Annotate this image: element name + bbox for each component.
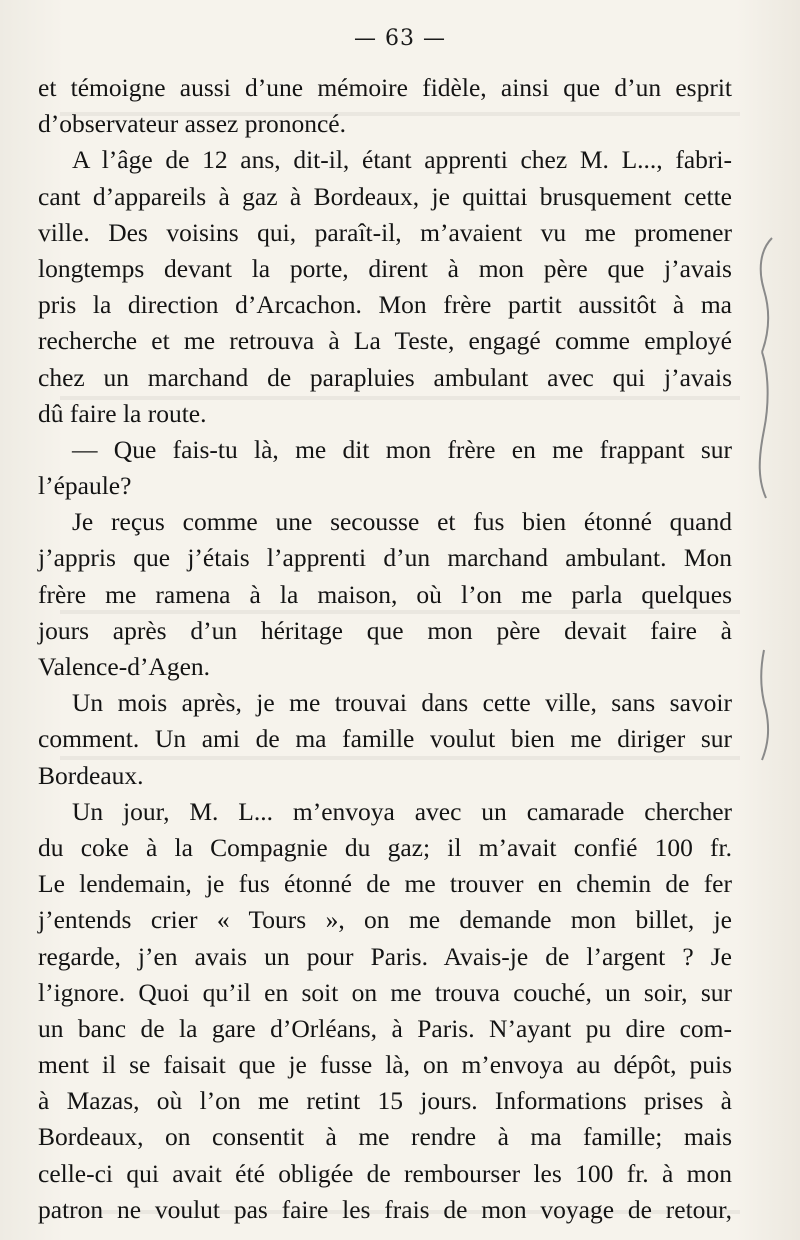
text-line: regarde, j’en avais un pour Paris. Avais-je de l’argent ? Je — [38, 941, 732, 971]
text-line: j’appris que j’étais l’apprenti d’un marchand ambulant. Mon — [38, 543, 732, 573]
text-line: Je reçus comme une secousse et fus bien étonné quand — [72, 507, 732, 537]
text-line: Le lendemain, je fus étonné de me trouver en chemin de fer — [38, 869, 732, 899]
text-line: Un mois après, je me trouvai dans cette ville, sans savoir — [72, 688, 732, 718]
text-line: l’épaule? — [38, 471, 132, 501]
text-line: Bordeaux. — [38, 760, 144, 790]
text-line: celle-ci qui avait été obligée de rembourser les 100 fr. à mon — [38, 1158, 732, 1188]
text-line: du coke à la Compagnie du gaz; il m’avait confié 100 fr. — [38, 832, 732, 862]
text-line: l’ignore. Quoi qu’il en soit on me trouva couché, un soir, sur — [38, 977, 732, 1007]
text-line: Valence-d’Agen. — [38, 652, 211, 681]
text-line: ment il se faisait que je fusse là, on m’envoya au dépôt, puis — [38, 1050, 732, 1080]
pencil-margin-brackets — [740, 230, 800, 770]
text-line: patron ne voulut pas faire les frais de mon voyage de retour, — [38, 1194, 732, 1224]
text-line: un banc de la gare d’Orléans, à Paris. N’ayant pu dire com- — [38, 1013, 732, 1043]
text-line: et témoigne aussi d’une mémoire fidèle, ainsi que d’un esprit — [38, 73, 732, 102]
text-line: Un jour, M. L... m’envoya avec un camarade chercher — [72, 796, 732, 826]
text-line: A l’âge de 12 ans, dit-il, étant apprenti chez M. L..., fabri- — [72, 145, 732, 175]
text-line: dû faire la route. — [38, 398, 207, 428]
text-line: chez un marchand de parapluies ambulant avec qui j’avais — [38, 362, 732, 392]
text-line: comment. Un ami de ma famille voulut bien me diriger sur — [38, 724, 732, 754]
text-line: j’entends crier « Tours », on me demande mon billet, je — [38, 905, 732, 935]
text-line: recherche et me retrouva à La Teste, engagé comme employé — [38, 326, 732, 356]
text-line: Bordeaux, on consentit à me rendre à ma famille; mais — [38, 1122, 732, 1152]
text-line: pris la direction d’Arcachon. Mon frère partit aussitôt à ma — [38, 290, 732, 320]
page-number: — 63 — — [354, 26, 446, 51]
text-line: d’observateur assez prononcé. — [38, 109, 346, 139]
text-line: à Mazas, où l’on me retint 15 jours. Informations prises à — [38, 1086, 732, 1116]
text-line: cant d’appareils à gaz à Bordeaux, je quittai brusquement cette — [38, 181, 732, 211]
text-line: ville. Des voisins qui, paraît-il, m’avaient vu me promener — [38, 217, 732, 247]
body-text — [38, 70, 732, 1228]
text-line: — Que fais-tu là, me dit mon frère en me frappant sur — [72, 434, 732, 464]
text-line: jours après d’un héritage que mon père devait faire à — [38, 615, 732, 645]
text-line: longtemps devant la porte, dirent à mon père que j’avais — [38, 253, 732, 283]
text-line: frère me ramena à la maison, où l’on me parla quelques — [38, 579, 732, 609]
